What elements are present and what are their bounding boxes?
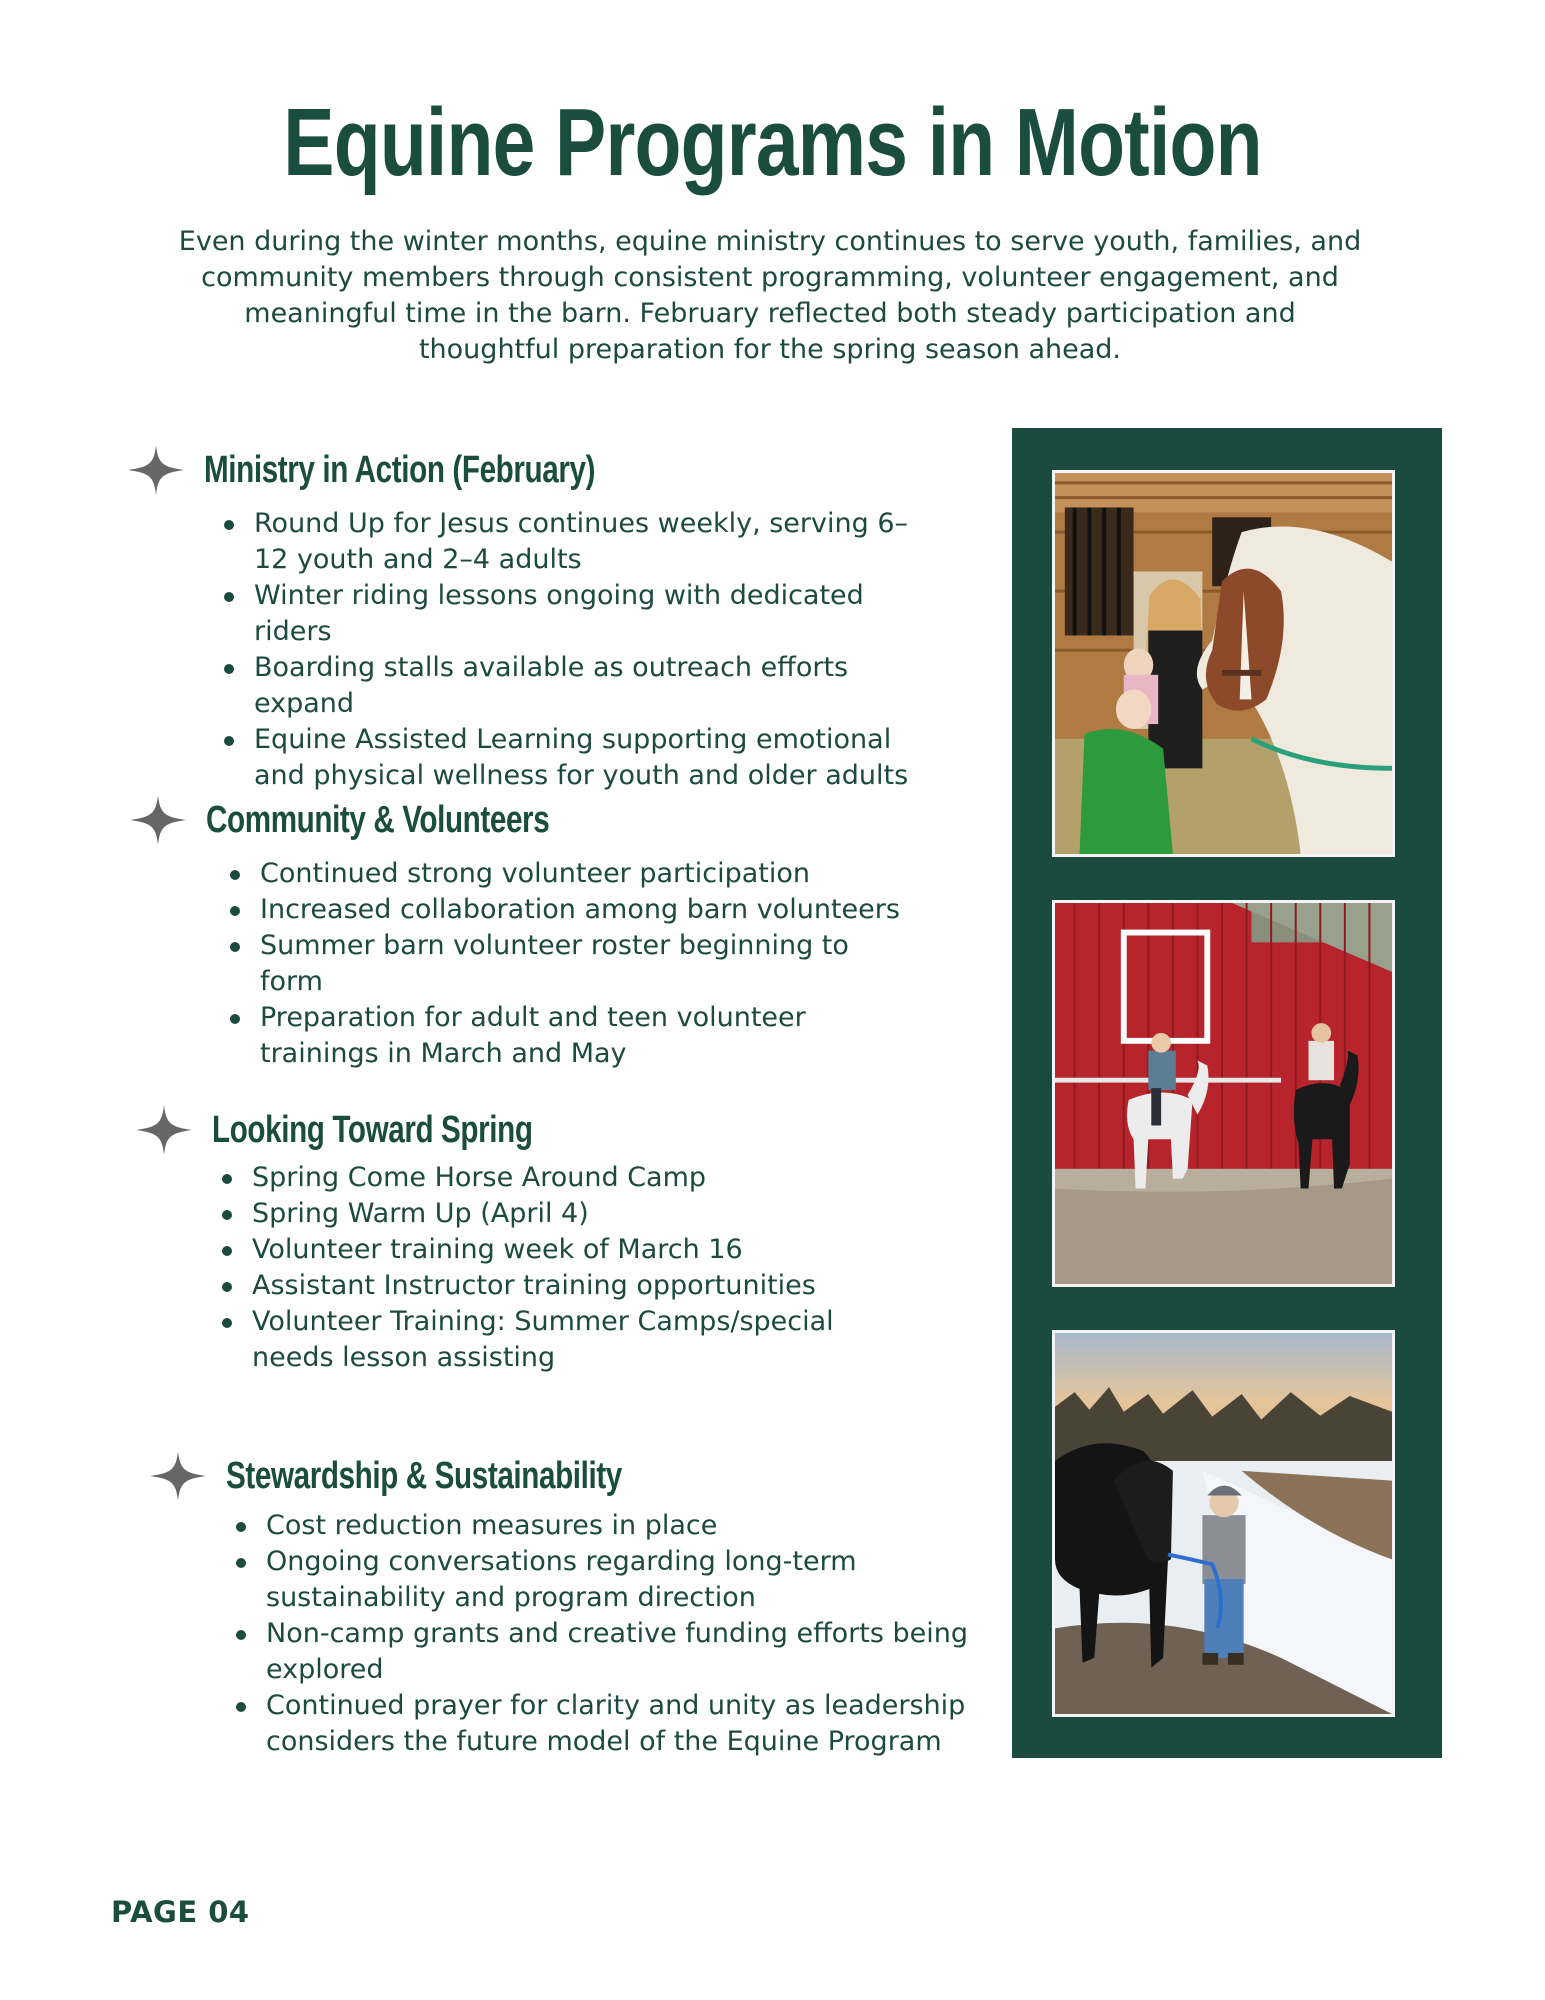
section-heading: Ministry in Action (February): [204, 449, 596, 491]
list-item: Summer barn volunteer roster beginning to form: [224, 928, 914, 1000]
section-stewardship-sustainability: [150, 1446, 980, 1760]
bullet-list: [218, 506, 938, 794]
sparkle-star-icon: [150, 1451, 206, 1501]
bullet-list: [216, 1160, 856, 1376]
photo-panel: [1012, 428, 1442, 1758]
list-item: Assistant Instructor training opportunities: [216, 1268, 856, 1304]
sparkle-star-icon: [128, 445, 184, 495]
photo-riders-red-barn: [1052, 900, 1395, 1287]
list-item: Spring Warm Up (April 4): [216, 1196, 856, 1232]
photo-kids-with-horse-in-stall: [1052, 470, 1395, 857]
bullet-list: [224, 856, 914, 1072]
list-item: Cost reduction measures in place: [230, 1508, 970, 1544]
list-item: Round Up for Jesus continues weekly, serving 6–12 youth and 2–4 adults: [218, 506, 938, 578]
list-item: Winter riding lessons ongoing with dedicated riders: [218, 578, 938, 650]
page-number: PAGE 04: [111, 1895, 250, 1929]
section-heading: Looking Toward Spring: [212, 1109, 533, 1151]
list-item: Ongoing conversations regarding long-term sustainability and program direction: [230, 1544, 970, 1616]
section-looking-toward-spring: [136, 1100, 966, 1376]
page-title: Equine Programs in Motion: [283, 89, 1262, 196]
photo-child-leading-horse-snow: [1052, 1330, 1395, 1717]
bullet-list: [230, 1508, 970, 1760]
list-item: Continued strong volunteer participation: [224, 856, 914, 892]
sparkle-star-icon: [136, 1105, 192, 1155]
list-item: Continued prayer for clarity and unity as leadership considers the future model of the Equine Program: [230, 1688, 970, 1760]
section-heading: Stewardship & Sustainability: [226, 1455, 622, 1497]
list-item: Equine Assisted Learning supporting emotional and physical wellness for youth and older adults: [218, 722, 938, 794]
list-item: Boarding stalls available as outreach efforts expand: [218, 650, 938, 722]
list-item: Volunteer training week of March 16: [216, 1232, 856, 1268]
section-ministry-in-action: [128, 440, 958, 794]
section-community-volunteers: [130, 790, 960, 1072]
list-item: Increased collaboration among barn volunteers: [224, 892, 914, 928]
section-heading: Community & Volunteers: [206, 799, 550, 841]
list-item: Volunteer Training: Summer Camps/special needs lesson assisting: [216, 1304, 856, 1376]
sparkle-star-icon: [130, 795, 186, 845]
list-item: Preparation for adult and teen volunteer trainings in March and May: [224, 1000, 914, 1072]
list-item: Spring Come Horse Around Camp: [216, 1160, 856, 1196]
intro-paragraph: Even during the winter months, equine ministry continues to serve youth, families, and community members through consistent programming, volunteer engagement, and meaningful time in the barn. February reflected both steady participation and thoughtful preparation for the spring season ahead.: [178, 226, 1362, 365]
list-item: Non-camp grants and creative funding efforts being explored: [230, 1616, 970, 1688]
